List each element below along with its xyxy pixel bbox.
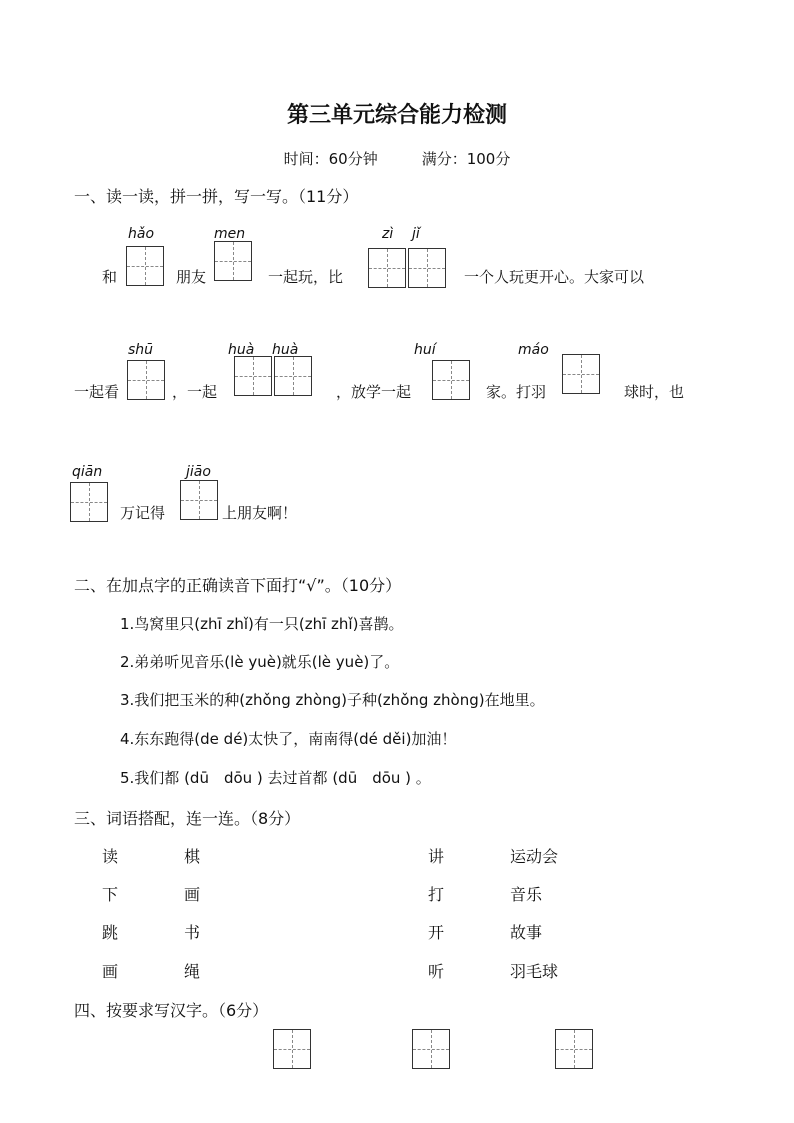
time-limit: 时间：60分钟 <box>283 150 378 168</box>
writing-box[interactable] <box>412 1029 450 1069</box>
match-word[interactable]: 讲 <box>428 847 445 866</box>
match-word[interactable]: 画 <box>102 962 119 981</box>
writing-box[interactable] <box>214 241 252 281</box>
pinyin-mao: máo <box>518 342 549 358</box>
match-word[interactable]: 听 <box>428 962 445 981</box>
pinyin-men: men <box>214 226 246 242</box>
writing-box[interactable] <box>562 354 600 394</box>
match-word[interactable]: 打 <box>428 885 445 904</box>
writing-box[interactable] <box>180 480 218 520</box>
match-word[interactable]: 书 <box>184 923 201 942</box>
line1-text-c: 一起玩，比 <box>268 268 344 286</box>
pinyin-qian: qiān <box>72 464 103 480</box>
match-word[interactable]: 运动会 <box>510 847 559 866</box>
question-item: 3.我们把玉米的种(zhǒng zhòng)子种(zhǒng zhòng)在地里。 <box>120 691 545 709</box>
exam-meta <box>0 148 794 169</box>
pinyin-hui: huí <box>414 342 436 358</box>
line2-text-e: 球时，也 <box>624 383 685 401</box>
match-word[interactable]: 故事 <box>510 923 543 942</box>
pinyin-hao: hǎo <box>128 226 155 242</box>
writing-box[interactable] <box>273 1029 311 1069</box>
pinyin-jiao: jiāo <box>186 464 211 480</box>
writing-box[interactable] <box>127 360 165 400</box>
pinyin-ji: jǐ <box>412 226 420 242</box>
writing-box[interactable] <box>70 482 108 522</box>
line2-text-a: 一起看 <box>74 383 120 401</box>
line2-text-d: 家。打羽 <box>486 383 547 401</box>
match-word[interactable]: 跳 <box>102 923 119 942</box>
pinyin-zi: zì <box>382 226 394 242</box>
writing-box[interactable] <box>408 248 446 288</box>
question-item: 4.东东跑得(de dé)太快了，南南得(dé děi)加油！ <box>120 730 457 748</box>
pinyin-hua-1: huà <box>228 342 255 358</box>
match-word[interactable]: 绳 <box>184 962 201 981</box>
writing-box[interactable] <box>432 360 470 400</box>
match-word[interactable]: 读 <box>102 847 119 866</box>
line2-text-b: ，一起 <box>172 383 218 401</box>
writing-box[interactable] <box>555 1029 593 1069</box>
line2-text-c: ，放学一起 <box>336 383 412 401</box>
question-item: 1.鸟窝里只(zhī zhǐ)有一只(zhī zhǐ)喜鹊。 <box>120 615 404 633</box>
match-word[interactable]: 棋 <box>184 847 201 866</box>
writing-box[interactable] <box>126 246 164 286</box>
writing-box[interactable] <box>274 356 312 396</box>
section-1-heading: 一、读一读，拼一拼，写一写。（11分） <box>74 187 359 206</box>
question-item: 5.我们都 (dū dōu ) 去过首都 (dū dōu ) 。 <box>120 769 431 787</box>
line1-text-d: 一个人玩更开心。大家可以 <box>464 268 645 286</box>
pinyin-shu: shū <box>128 342 154 358</box>
section-3-heading: 三、词语搭配，连一连。（8分） <box>74 809 301 828</box>
section-2-heading: 二、在加点字的正确读音下面打“√”。（10分） <box>74 576 402 595</box>
question-item: 2.弟弟听见音乐(lè yuè)就乐(lè yuè)了。 <box>120 653 400 671</box>
match-word[interactable]: 羽毛球 <box>510 962 559 981</box>
match-word[interactable]: 画 <box>184 885 201 904</box>
line3-text-b: 上朋友啊！ <box>222 504 298 522</box>
page-title: 第三单元综合能力检测 <box>286 103 507 128</box>
pinyin-hua-2: huà <box>272 342 299 358</box>
writing-box[interactable] <box>368 248 406 288</box>
line1-text-b: 朋友 <box>176 268 207 286</box>
full-score: 满分：100分 <box>421 150 511 168</box>
line1-text-a: 和 <box>102 268 118 286</box>
writing-box[interactable] <box>234 356 272 396</box>
match-word[interactable]: 音乐 <box>510 885 543 904</box>
line3-text-a: 万记得 <box>120 504 166 522</box>
section-4-heading: 四、按要求写汉字。（6分） <box>74 1001 269 1020</box>
match-word[interactable]: 开 <box>428 923 445 942</box>
match-word[interactable]: 下 <box>102 885 119 904</box>
